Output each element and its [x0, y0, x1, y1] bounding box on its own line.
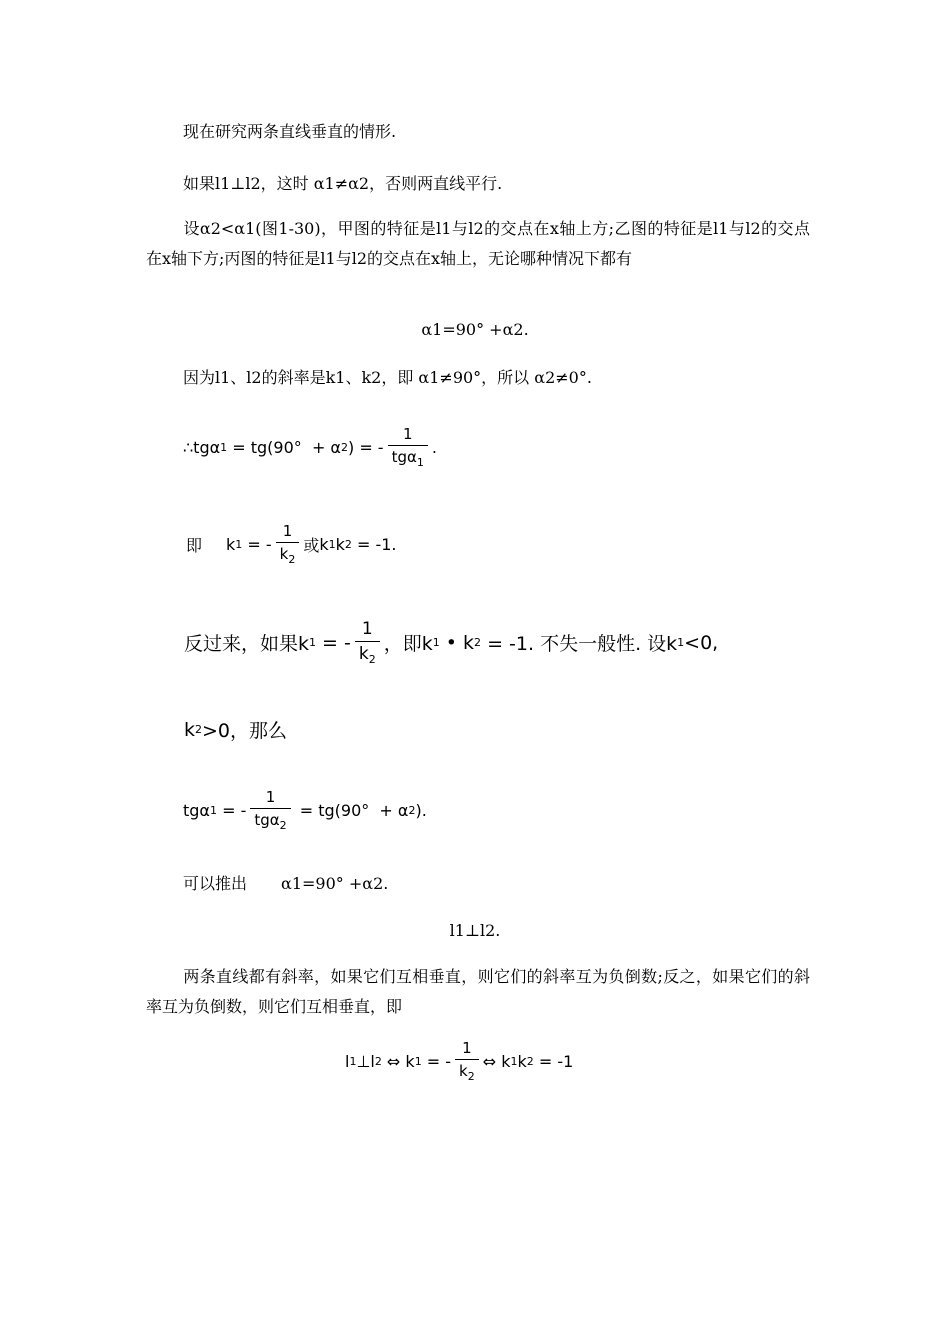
paragraph-deduce [183, 874, 388, 894]
equation-final-iff [345, 1039, 573, 1083]
eq2-mid-sub: 2 [340, 440, 348, 454]
eq3-lead: 即 [186, 535, 203, 555]
eq8-k2: k [517, 1051, 527, 1071]
eq4-lead: 反过来，如果k [184, 633, 310, 655]
eq6-end: ). [415, 800, 427, 820]
eq8-den-sub: 2 [467, 1070, 475, 1083]
eq6-mid: = tg(90° + α [294, 800, 409, 820]
eq5-end: >0，那么 [202, 720, 288, 742]
eq3-k1-sub: 1 [328, 537, 336, 551]
eq3-k: k [226, 534, 236, 554]
eq8-den-text: k [459, 1062, 468, 1080]
equation-tangent-alpha1 [183, 425, 437, 469]
eq2-numerator: 1 [402, 425, 413, 443]
eq8-k2-sub: 2 [526, 1054, 534, 1068]
eq3-numerator: 1 [282, 522, 293, 540]
eq4-dot: • k [439, 631, 475, 654]
eq8-l2-sub: 2 [374, 1054, 382, 1068]
eq4-fraction [355, 619, 380, 666]
eq8-end: = -1 [533, 1051, 574, 1071]
eq3-or: 或 [303, 535, 320, 555]
p5-formula: α1=90° +α2. [281, 874, 389, 893]
eq8-denominator [455, 1059, 479, 1083]
paragraph-cases-text: 设α2<α1(图1-30)，甲图的特征是l1与l2的交点在x轴上方;乙图的特征是l1与l2的交点在x轴下方;丙图的特征是l1与l2的交点在x轴上，无论哪种情况下都有 [146, 219, 810, 268]
eq3-denominator [276, 542, 300, 566]
paragraph-conclusion [146, 962, 810, 1022]
eq3-end: = -1. [351, 534, 397, 554]
eq2-fraction [388, 425, 428, 469]
equation-perpendicular: l1⊥l2. [449, 921, 501, 940]
paragraph-conclusion-text: 两条直线都有斜率，如果它们互相垂直，则它们的斜率互为负倒数;反之，如果它们的斜率互为负倒数，则它们互相垂直，即 [146, 967, 810, 1016]
eq8-eq: = - [421, 1051, 452, 1071]
eq4-den-sub: 2 [368, 653, 376, 666]
eq2-den-sub: 1 [416, 456, 424, 469]
eq2-den-text: tgα [391, 448, 417, 466]
eq6-den-text: tgα [254, 811, 280, 829]
eq3-den-sub: 2 [288, 553, 296, 566]
eq6-denominator [250, 808, 290, 832]
equation-k2-positive [184, 716, 287, 743]
eq2-lhs: ∴tgα [183, 437, 221, 457]
eq3-eq: = - [242, 534, 272, 554]
equation-alpha-relation: α1=90° +α2. [421, 320, 529, 339]
eq2-end: . [431, 437, 437, 457]
eq4-denominator [355, 641, 380, 666]
eq4-dot-sub: 2 [474, 636, 482, 649]
eq8-perp: ⊥l [356, 1051, 375, 1071]
eq3-k-sub: 1 [235, 537, 243, 551]
eq2-mid: = tg(90° + α [227, 437, 341, 457]
eq6-lhs: tgα [183, 800, 210, 820]
equation-converse [184, 619, 718, 666]
paragraph-intro: 现在研究两条直线垂直的情形. [183, 122, 397, 141]
eq6-den-sub: 2 [279, 819, 287, 832]
eq8-iff1: ⇔ k [381, 1051, 415, 1071]
eq5-k: k [184, 718, 196, 741]
eq4-tail-sub: 1 [677, 636, 685, 649]
eq3-k1: k [319, 534, 329, 554]
eq2-lhs-sub: 1 [220, 440, 228, 454]
eq8-iff2: ⇔ k [482, 1051, 511, 1071]
eq6-fraction [250, 788, 290, 832]
eq4-mid-sub: 1 [432, 636, 440, 649]
eq2-mid-end: ) = - [347, 437, 384, 457]
equation-k1-relation [186, 522, 397, 566]
eq5-k-sub: 2 [195, 723, 203, 736]
eq3-fraction [276, 522, 300, 566]
eq8-k-sub: 1 [414, 1054, 422, 1068]
eq8-l1: l [345, 1051, 350, 1071]
eq3-k2-sub: 2 [344, 537, 352, 551]
eq8-l1-sub: 1 [349, 1054, 357, 1068]
equation-tangent-alpha2 [183, 788, 427, 832]
paragraph-cases [146, 214, 810, 274]
eq2-denominator [388, 445, 428, 469]
eq8-numerator: 1 [462, 1039, 472, 1057]
paragraph-slopes: 因为l1、l2的斜率是k1、k2，即 α1≠90°，所以 α2≠0°. [183, 368, 592, 387]
eq6-eq: = - [216, 800, 247, 820]
eq4-tail: = -1. 不失一般性. 设k [481, 633, 678, 655]
eq6-mid-sub: 2 [408, 803, 416, 817]
eq4-k-sub: 1 [309, 636, 317, 649]
eq6-lhs-sub: 1 [209, 803, 217, 817]
eq4-den-text: k [358, 644, 369, 664]
eq4-end: <0, [684, 631, 719, 654]
eq8-k1-sub: 1 [510, 1054, 518, 1068]
eq4-mid: ，即k [383, 633, 433, 655]
eq4-numerator: 1 [361, 619, 373, 639]
paragraph-condition: 如果l1⊥l2，这时 α1≠α2，否则两直线平行. [183, 174, 503, 193]
eq4-eq: = - [316, 631, 351, 654]
eq3-k2: k [335, 534, 345, 554]
p5-lead: 可以推出 [183, 874, 248, 893]
eq6-numerator: 1 [265, 788, 276, 806]
eq3-den-text: k [279, 545, 289, 563]
eq8-fraction [455, 1039, 479, 1083]
